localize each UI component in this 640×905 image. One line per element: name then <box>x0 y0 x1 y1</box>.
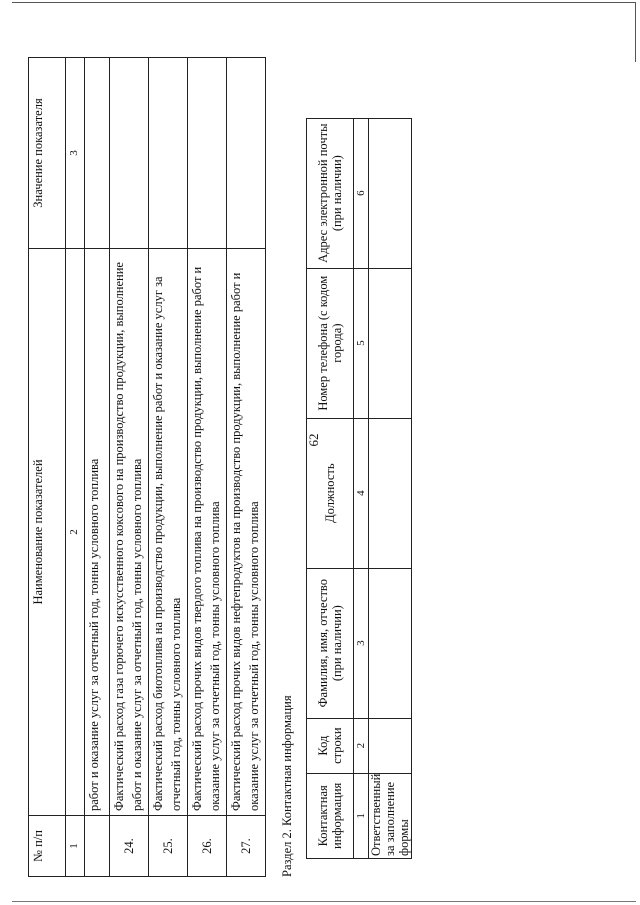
row-value <box>110 58 149 249</box>
table-row <box>149 58 188 877</box>
row-number: 26. <box>188 816 227 877</box>
header-full-name: Фамилия, имя, отчество (при наличии) <box>307 568 354 718</box>
page-border-bottom <box>12 901 636 902</box>
header-contact: Контактная информация <box>307 773 354 858</box>
index-cell: 4 <box>354 418 369 568</box>
row-number: 27. <box>227 816 266 877</box>
table-row <box>188 58 227 877</box>
header-line-code: Код строки <box>307 718 354 773</box>
indicators-table <box>28 57 266 877</box>
rotated-page-content <box>28 27 628 877</box>
row-name: Фактический расход прочих видов нефтепродуктов на производство продукции, выполнение работ и оказание услуг за отчетный год, тонны условного топлива <box>227 249 266 816</box>
index-cell: 1 <box>66 816 85 877</box>
table-header-row <box>29 58 66 877</box>
row-name: Фактический расход биотоплива на производство продукции, выполнение работ и оказание услуг за отчетный год, тонны условного топлива <box>149 249 188 816</box>
row-value <box>188 58 227 249</box>
index-cell: 5 <box>354 268 369 418</box>
table-row <box>85 58 110 877</box>
row-value <box>227 58 266 249</box>
header-phone: Номер телефона (с кодом города) <box>307 268 354 418</box>
index-cell: 2 <box>354 718 369 773</box>
header-value: Значение показателя <box>29 58 66 249</box>
phone-cell <box>369 268 412 418</box>
page-border-right <box>635 2 636 62</box>
contact-info-table <box>306 118 412 859</box>
page-border-top <box>12 2 636 3</box>
row-value <box>85 58 110 249</box>
index-cell: 1 <box>354 773 369 858</box>
row-number: 24. <box>110 816 149 877</box>
row-number <box>85 816 110 877</box>
section-2-title: Раздел 2. Контактная информация <box>280 695 294 877</box>
row-value <box>149 58 188 249</box>
header-email: Адрес электронной почты (при наличии) <box>307 118 354 268</box>
row-name: работ и оказание услуг за отчетный год, тонны условного топлива <box>85 249 110 816</box>
table-row <box>110 58 149 877</box>
page-number: 62 <box>306 433 321 447</box>
index-cell: 3 <box>66 58 85 249</box>
email-cell <box>369 118 412 268</box>
header-name: Наименование показателей <box>29 249 66 816</box>
row-name: Фактический расход прочих видов твердого топлива на производство продукции, выполнение работ и оказание услуг за отчетный год, тонны условного топлива <box>188 249 227 816</box>
row-name: Фактический расход газа горючего искусственного коксового на производство продукции, выполнение работ и оказание услуг за отчетный год, тонны условного топлива <box>110 249 149 816</box>
index-cell: 2 <box>66 249 85 816</box>
index-cell: 3 <box>354 568 369 718</box>
header-position: Должность <box>307 418 354 568</box>
column-index-row <box>354 118 369 858</box>
full-name-cell <box>369 568 412 718</box>
contact-header-row <box>307 118 354 858</box>
table-row <box>227 58 266 877</box>
position-cell <box>369 418 412 568</box>
row-number: 25. <box>149 816 188 877</box>
line-code-cell <box>369 718 412 773</box>
table-row <box>369 118 412 858</box>
column-index-row <box>66 58 85 877</box>
header-num: № п/п <box>29 816 66 877</box>
index-cell: 6 <box>354 118 369 268</box>
contact-type: Ответственный за заполнение формы <box>369 773 412 858</box>
